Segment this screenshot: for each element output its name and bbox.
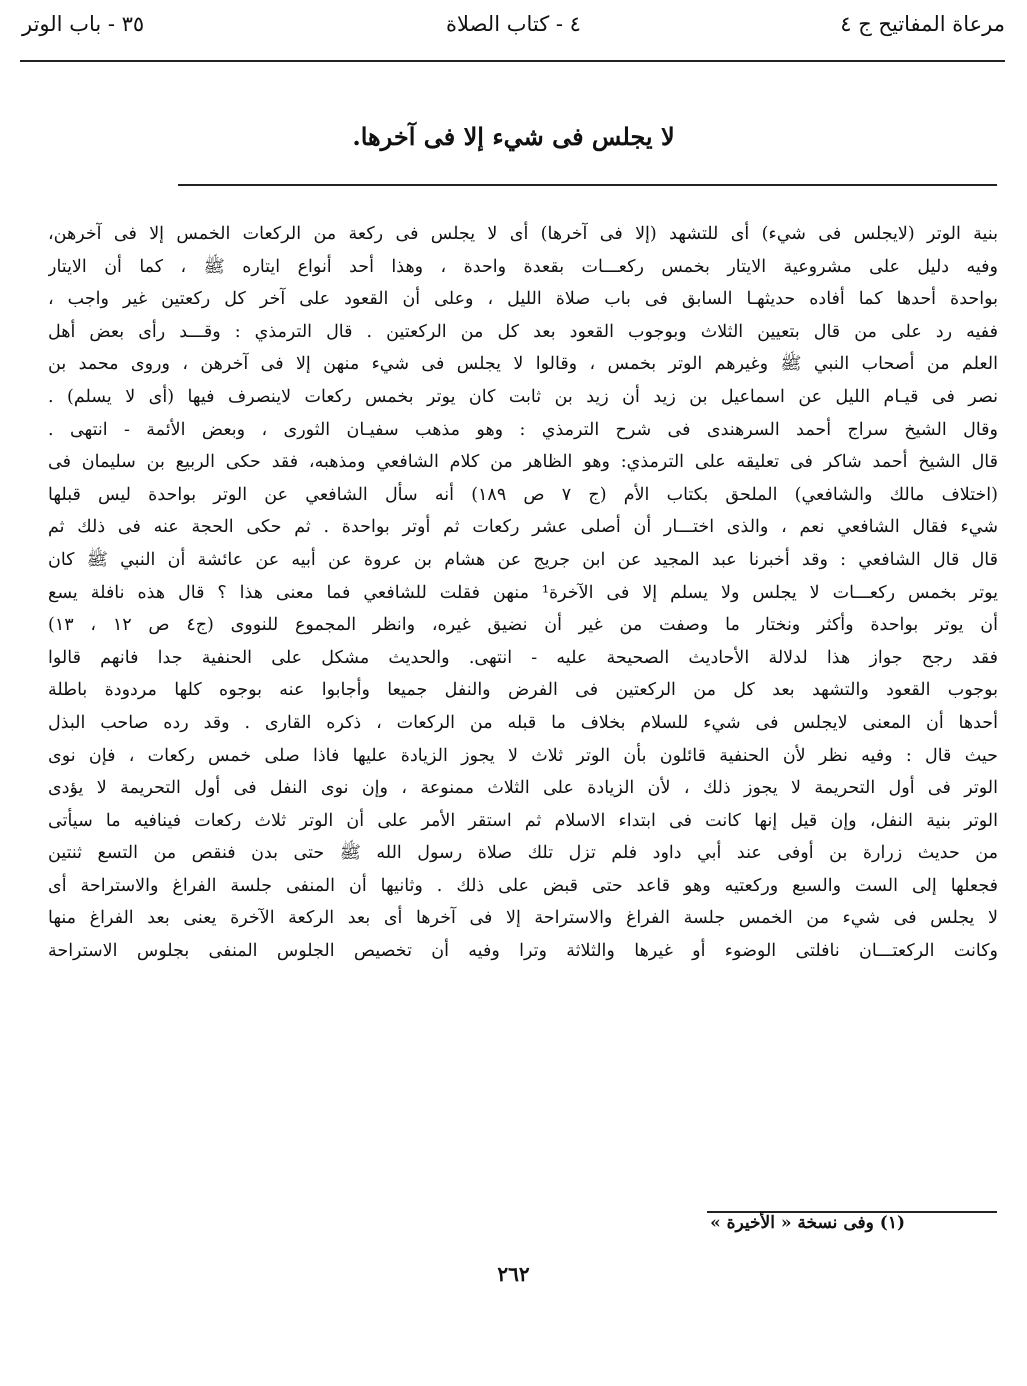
text-line: قال الشيخ أحمد شاكر فى تعليقه على الترمذي: وهو الظاهر من كلام الشافعي ومذهبه، فقد حكى الربيع بن سليمان فى bbox=[48, 452, 998, 473]
text-line: لا يجلس فى شيء من الخمس جلسة الفراغ والاستراحة إلا فى آخرها أى بعد الركعة الآخرة يعنى بعد الفراغ منها bbox=[48, 908, 998, 929]
header-book-title: مرعاة المفاتيح ج ٤ bbox=[840, 12, 1005, 36]
text-line: بنية الوتر (لايجلس فى شيء) أى للتشهد (إلا فى آخرها) أى لا يجلس فى ركعة من الركعات الخمس إلا فى آخرهن، bbox=[48, 224, 998, 244]
text-line: فجعلها إلى الست والسبع وركعتيه وهو قاعد حتى قبض على ذلك . وثانيها أن المنفى جلسة الفراغ والاستراحة أى bbox=[48, 875, 998, 896]
page-number: ٢٦٢ bbox=[497, 1262, 530, 1286]
footnote: (١) وفى نسخة « الأخيرة » bbox=[710, 1213, 905, 1233]
text-line: الوتر بنية النفل، وإن قيل إنها كانت فى ابتداء الاسلام ثم استقر الأمر على أن الوتر ثلاث ركعات فينافيه ما سيأتى bbox=[48, 810, 998, 831]
text-line: بوجوب القعود والتشهد بعد كل من الركعتين فى الفرض والنفل جميعا وأجابوا عنه بوجوه كلها مردودة باطلة bbox=[48, 680, 998, 701]
text-line: أحدها أن المعنى لايجلس فى شيء للسلام بخلاف ما قبله من الركعات ، ذكره القارى . وقد رده صاحب البذل bbox=[48, 712, 998, 733]
running-header bbox=[22, 8, 1005, 48]
text-line: (اختلاف مالك والشافعي) الملحق بكتاب الأم (ج ٧ ص ١٨٩) أنه سأل الشافعي عن الوتر بواحدة ليس قبلها bbox=[48, 484, 998, 505]
text-line: وكانت الركعتـــان نافلتى الوضوء أو غيرها والثلاثة وترا وفيه أن تخصيص الجلوس المنفى بجلوس الاستراحة bbox=[48, 941, 998, 962]
hadith-title: لا يجلس فى شيء إلا فى آخرها. bbox=[352, 122, 675, 151]
text-line: من حديث زرارة بن أوفى عند أبي داود فلم تزل تلك صلاة رسول الله ﷺ حتى بدن فنقص من التسع ثنتين bbox=[48, 843, 998, 864]
title-rule bbox=[178, 184, 997, 186]
header-section: ٣٥ - باب الوتر bbox=[22, 12, 145, 36]
text-line: ففيه رد على من قال بتعيين الثلاث وبوجوب القعود بعد كل من الركعتين . قال الترمذي : وقـــد رأى بعض أهل bbox=[48, 321, 998, 342]
text-line: يوتر بخمس ركعـــات لا يجلس ولا يسلم إلا فى الآخرة¹ منهن فقلت للشافعي فما معنى هذا ؟ قال هذه نافلة يسع bbox=[48, 582, 998, 603]
header-chapter: ٤ - كتاب الصلاة bbox=[446, 12, 581, 36]
text-line: بواحدة أحدها كما أفاده حديثهـا السابق فى باب صلاة الليل ، وعلى أن القعود على آخر كل ركعتين غير واجب ، bbox=[48, 289, 998, 310]
text-line: قال قال الشافعي : وقد أخبرنا عبد المجيد عن ابن جريج عن هشام بن عروة عن أبيه عن عائشة أن النبي ﷺ كان bbox=[48, 549, 998, 570]
text-line: العلم من أصحاب النبي ﷺ وغيرهم الوتر بخمس ، وقالوا لا يجلس فى شيء منهن إلا فى آخرهن ، وروى محمد بن bbox=[48, 354, 998, 375]
text-line: وقال الشيخ سراج أحمد السرهندى فى شرح الترمذي : وهو مذهب سفيـان الثورى ، وبعض الأئمة - انتهى . bbox=[48, 419, 998, 440]
text-line: أن يوتر بواحدة وأكثر ونختار ما وصفت من غير أن نضيق غيره، وانظر المجموع للنووى (ج٤ ص ١٢ ، ١٣) bbox=[48, 615, 998, 636]
text-line: نصر فى قيـام الليل عن اسماعيل بن زيد أن زيد بن ثابت كان يوتر بخمس ركعات لاينصرف فيها (أى لا يسلم) . bbox=[48, 386, 998, 407]
header-rule bbox=[20, 60, 1005, 62]
text-line: حيث قال : وفيه نظر لأن الحنفية قائلون بأن الوتر ثلاث لا يجوز الزيادة عليها فاذا صلى خمس ركعات ، فإن نوى bbox=[48, 745, 998, 766]
text-line: وفيه دليل على مشروعية الايتار بخمس ركعـــات بقعدة واحدة ، وهذا أحد أنواع ايتاره ﷺ ، كما أن الايتار bbox=[48, 256, 998, 277]
text-line: فقد رجح جواز هذا لدلالة الأحاديث الصحيحة عليه - انتهى. والحديث مشكل على الحنفية جدا فانهم قالوا bbox=[48, 647, 998, 668]
text-line: الوتر فى أول التحريمة لا يجوز ذلك ، لأن الزيادة على الثلاث ممنوعة ، وإن نوى النفل فى أول التحريمة لا يؤدى bbox=[48, 778, 998, 799]
commentary-body bbox=[48, 218, 998, 968]
text-line: شيء فقال الشافعي نعم ، والذى اختـــار أن أصلى عشر ركعات ثم أوتر بواحدة . ثم حكى الحجة عنه فى ذلك ثم bbox=[48, 517, 998, 538]
